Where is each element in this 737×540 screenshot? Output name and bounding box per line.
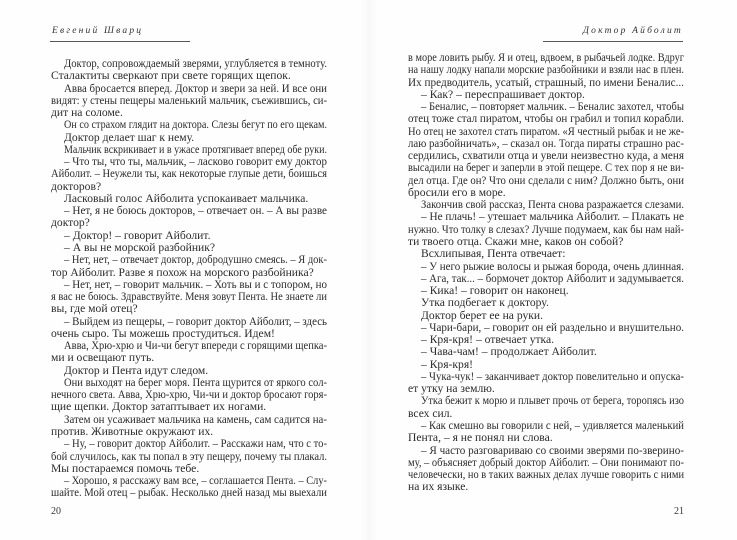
header-rule (50, 41, 190, 42)
text-line: – Как? – переспрашивает доктор. (421, 87, 585, 101)
text-line: му, – объясняет добрый доктор Айболит. – Они понимают по- (408, 455, 684, 469)
text-line: – Нет, я не боюсь докторов, – отвечает он. – А вы разве (64, 204, 327, 218)
running-head-author: Евгений Шварц (52, 26, 144, 36)
right-page (368, 0, 737, 540)
text-line: – Кика! – говорит он наконец. (421, 284, 569, 298)
page-number: 21 (674, 506, 684, 517)
running-head-title: Доктор Айболит (582, 26, 683, 36)
text-line: Закончив свой рассказ, Пента снова разражается слезами. (421, 198, 684, 212)
body-text (51, 58, 327, 500)
text-line: Их предводитель, усатый, страшный, по имени Беналис... (408, 75, 684, 89)
text-line: щие щепки. Доктор затаптывает их ногами. (51, 400, 267, 414)
text-line: Мы постараемся помочь тебе. (51, 461, 200, 475)
text-line: Доктор, сопровождаемый зверями, углубляется в темноту. (64, 57, 327, 70)
text-line: – Кря-кря! – отвечает утка. (421, 333, 555, 347)
text-line: нужно. Что толку в слезах? Лучше подумаем, как бы нам най- (408, 222, 684, 236)
text-line: – Ага, так... – бормочет доктор Айболит и задумывается. (421, 271, 684, 285)
text-line: видят: у стены пещеры маленький мальчик, съежившись, си- (51, 93, 327, 107)
text-line: всех сил. (408, 406, 453, 420)
text-line: Утка подбегает к доктору. (421, 296, 549, 310)
text-line: – А вы не морской разбойник? (64, 240, 216, 254)
text-line: вы, где мой отец? (51, 302, 138, 316)
left-page (0, 0, 368, 540)
text-line: Затем он усаживает мальчика на камень, сам садится на- (64, 412, 327, 426)
text-line: бой случилось, как ты попал в эту пещеру, почему ты плакал. (51, 449, 327, 463)
text-line: ет утку на землю. (408, 382, 495, 396)
text-line: – Что ты, что ты, мальчик, – ласково говорит ему доктор (64, 155, 327, 169)
text-line: – Выйдем из пещеры, – говорит доктор Айболит, – здесь (64, 314, 327, 328)
text-line: Они выходят на берег моря. Пента щурится от яркого сол- (64, 375, 327, 389)
text-line: нечного света. Авва, Хрю-хрю, Чи-чи и доктор бросают горя- (51, 388, 327, 402)
text-line: против. Животные окружают их. (51, 424, 214, 438)
text-line: высадили на берег и заперли в этой пещере. С тех пор я не ви- (408, 161, 684, 175)
text-line: Пента, – я не понял ни слова. (408, 431, 553, 445)
text-line: сердились, схватили отца и увели неизвестно куда, а меня (408, 149, 684, 163)
text-line: Доктор делает шаг к нему. (64, 130, 195, 144)
text-line: дит на соломе. (51, 106, 123, 120)
text-line: докторов? (51, 179, 102, 193)
text-line: – Чава-чам! – продолжает Айболит. (421, 345, 597, 359)
text-line: – Хорошо, я расскажу вам все, – соглашается Пента. – Слу- (64, 474, 327, 488)
text-line: – Нет, нет, – отвечает доктор, добродушно смеясь. – Я док- (64, 253, 327, 267)
text-line: Ласковый голос Айболита успокаивает мальчика. (64, 191, 309, 205)
text-line: бросили его в море. (408, 185, 506, 199)
text-line: – Беналис, – повторяет мальчик. – Беналис захотел, чтобы (421, 100, 684, 114)
text-line: Всхлипывая, Пента отвечает: (421, 247, 566, 261)
page-number: 20 (51, 506, 61, 517)
text-line: на нашу лодку напали морские разбойники и взяли нас в плен. (408, 63, 684, 77)
text-line: Он со страхом глядит на доктора. Слезы бегут по его щекам. (64, 118, 327, 132)
text-line: Доктор берет ее на руки. (421, 308, 544, 322)
text-line: Авва бросается вперед. Доктор и звери за ней. И все они (64, 81, 327, 95)
text-line: лаю разбойничать», – сказал он. Тогда пираты страшно рас- (408, 136, 684, 150)
text-line: дел отца. Где он? Что они сделали с ним? Должно быть, они (408, 173, 684, 187)
text-line: ти твоего отца. Скажи мне, каков он собой? (408, 234, 624, 248)
text-line: – Чари-бари, – говорит он ей раздельно и внушительно. (421, 320, 684, 334)
text-line: – Как смешно вы говорили с ней, – удивляется маленький (421, 418, 684, 432)
text-line: Авва, Хрю-хрю и Чи-чи бегут впереди с горящими щепка- (64, 339, 327, 353)
text-line: – Чука-чук! – заканчивает доктор повелительно и опуска- (421, 369, 684, 383)
text-line: тор Айболит. Разве я похож на морского разбойника? (51, 265, 314, 279)
text-line: Утка бежит к морю и плывет прочь от берега, торопясь изо (421, 394, 684, 408)
text-line: доктор? (51, 216, 90, 230)
text-line: Айболит. – Неужели ты, как некоторые глупые дети, боишься (51, 167, 327, 181)
text-line: на их языке. (408, 480, 469, 494)
text-line: ми и освещают путь. (51, 351, 155, 365)
text-line: Мальчик вскрикивает и в ужасе протягивает вперед обе руки. (64, 142, 327, 156)
text-line: – Я часто разговариваю со своими зверями по-зверино- (421, 443, 684, 457)
text-line: очень сыро. Ты можешь простудиться. Идем! (51, 326, 275, 340)
body-text (408, 52, 684, 494)
text-line: шайте. Мой отец – рыбак. Несколько дней назад мы выехали (51, 486, 327, 500)
text-line: Доктор и Пента идут следом. (64, 363, 209, 377)
header-rule (543, 41, 683, 42)
text-line: – У него рыжие волосы и рыжая борода, очень длинная. (421, 259, 684, 273)
text-line: – Не плачь! – утешает мальчика Айболит. – Плакать не (421, 210, 684, 224)
text-line: – Нет, нет, – говорит мальчик. – Хоть вы и с топором, но (64, 277, 327, 291)
text-line: я вас не боюсь. Здравствуйте. Меня зовут Пента. Не знаете ли (51, 290, 327, 304)
text-line: – Доктор! – говорит Айболит. (64, 228, 211, 242)
text-line: в море ловить рыбу. Я и отец, вдвоем, в рыбачьей лодке. Вдруг (408, 51, 684, 64)
text-line: – Кря-кря! (421, 357, 474, 371)
text-line: – Ну, – говорит доктор Айболит. – Расскажи нам, что с то- (64, 437, 327, 451)
text-line: отец тоже стал пиратом, чтобы он грабил и топил корабли. (408, 112, 684, 126)
text-line: Сталактиты сверкают при свете горящих щепок. (51, 69, 291, 83)
text-line: Но отец не захотел стать пиратом. «Я честный рыбак и не же- (408, 124, 684, 138)
text-line: человечески, но в таких важных делах лучше говорить с ними (408, 468, 684, 482)
